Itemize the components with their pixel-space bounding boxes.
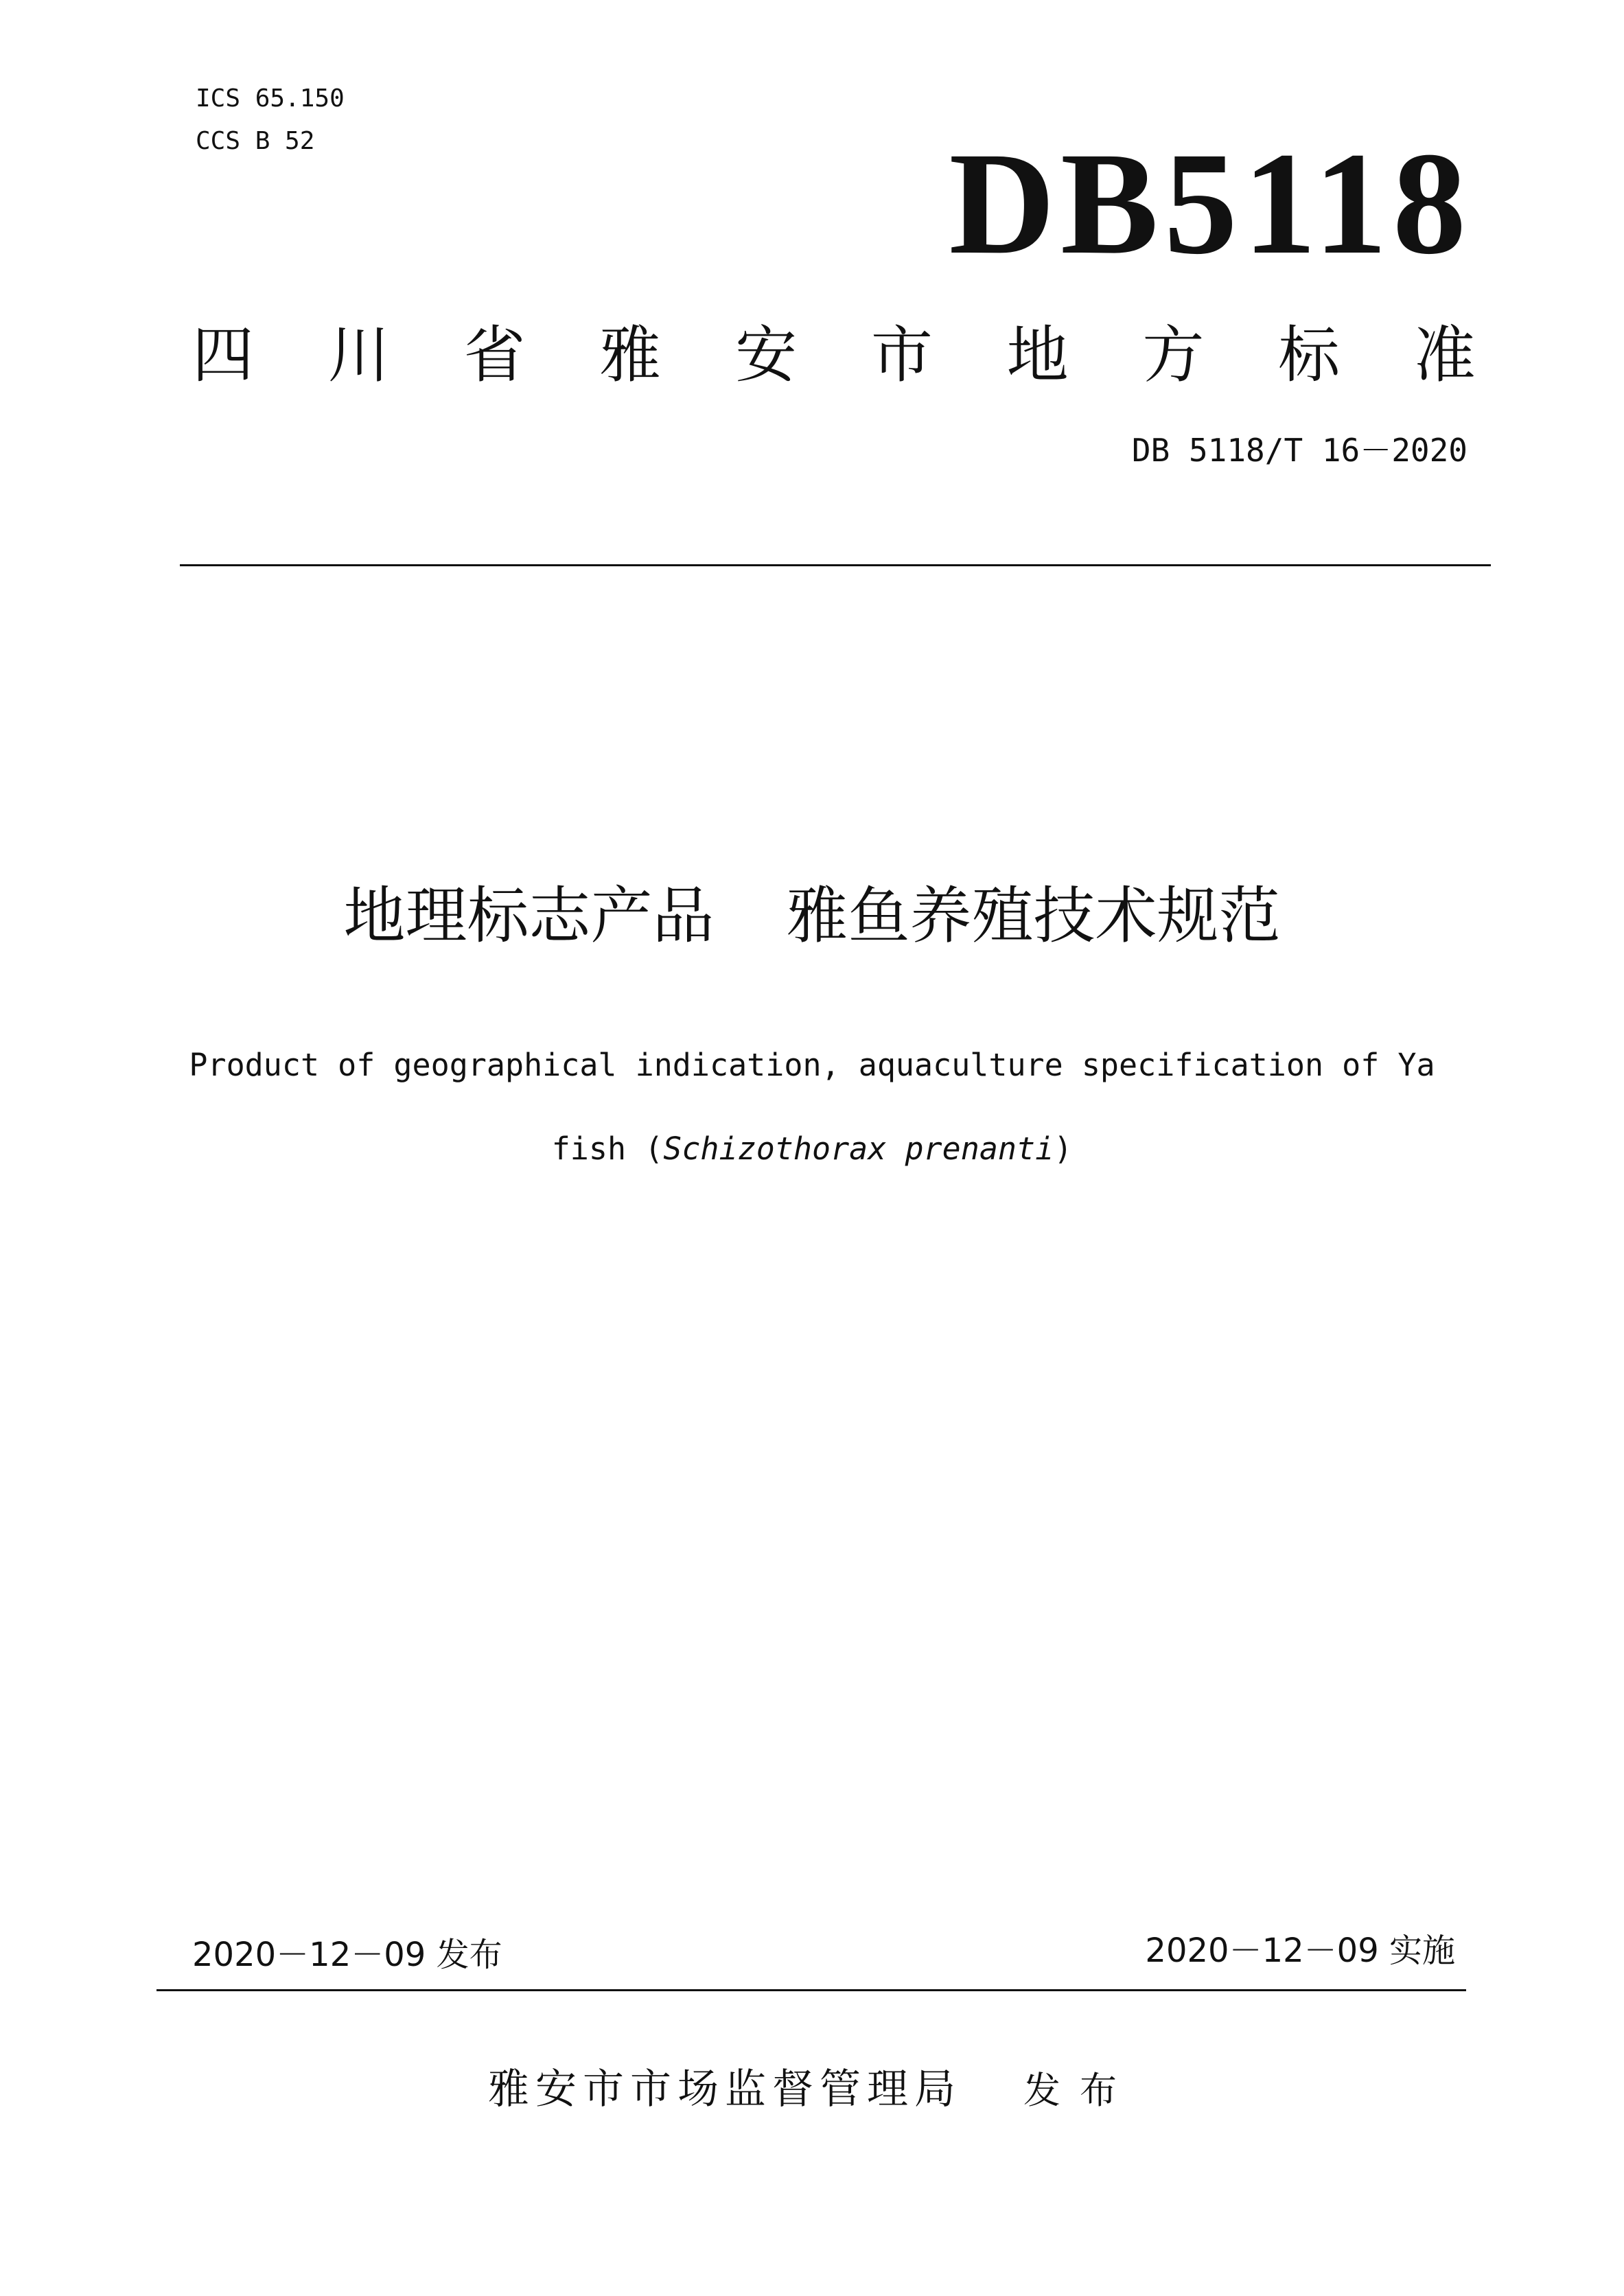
ccs-code: CCS B 52 [196, 127, 315, 155]
ics-code: ICS 65.150 [196, 84, 345, 113]
document-title-cn [0, 879, 1624, 954]
category-char: 准 [1413, 319, 1476, 391]
footer-divider [156, 1989, 1466, 1991]
standard-number: DB 5118/T 16－2020 [1131, 432, 1468, 469]
standard-category [192, 321, 1476, 390]
publish-label: 发布 [1023, 2069, 1136, 2112]
category-char: 标 [1278, 319, 1341, 391]
document-title-en-line2 [0, 1128, 1624, 1170]
category-char: 方 [1142, 319, 1205, 391]
publisher-name: 雅安市市场监督管理局 [488, 2065, 962, 2113]
title-en-suffix: ) [1054, 1130, 1073, 1167]
title-en-prefix: fish ( [551, 1130, 664, 1167]
header-divider [180, 564, 1491, 566]
title-cn-part1: 地理标志产品 [343, 880, 715, 952]
category-char: 川 [327, 319, 390, 391]
category-char: 雅 [599, 319, 662, 391]
title-cn-part2: 雅鱼养殖技术规范 [786, 880, 1281, 952]
publisher-line [0, 2062, 1624, 2118]
category-char: 地 [1006, 319, 1069, 391]
standard-code: DB5118 [949, 122, 1472, 285]
species-name: Schizothorax prenanti [663, 1130, 1054, 1167]
effective-date: 2020－12－09 实施 [1145, 1932, 1455, 1970]
category-char: 市 [870, 319, 933, 391]
category-char: 四 [192, 319, 254, 391]
category-char: 省 [463, 319, 526, 391]
category-char: 安 [735, 319, 798, 391]
document-title-en-line1: Product of geographical indication, aquaculture specification of Ya [189, 1047, 1435, 1083]
issue-date: 2020－12－09 发布 [192, 1936, 502, 1974]
